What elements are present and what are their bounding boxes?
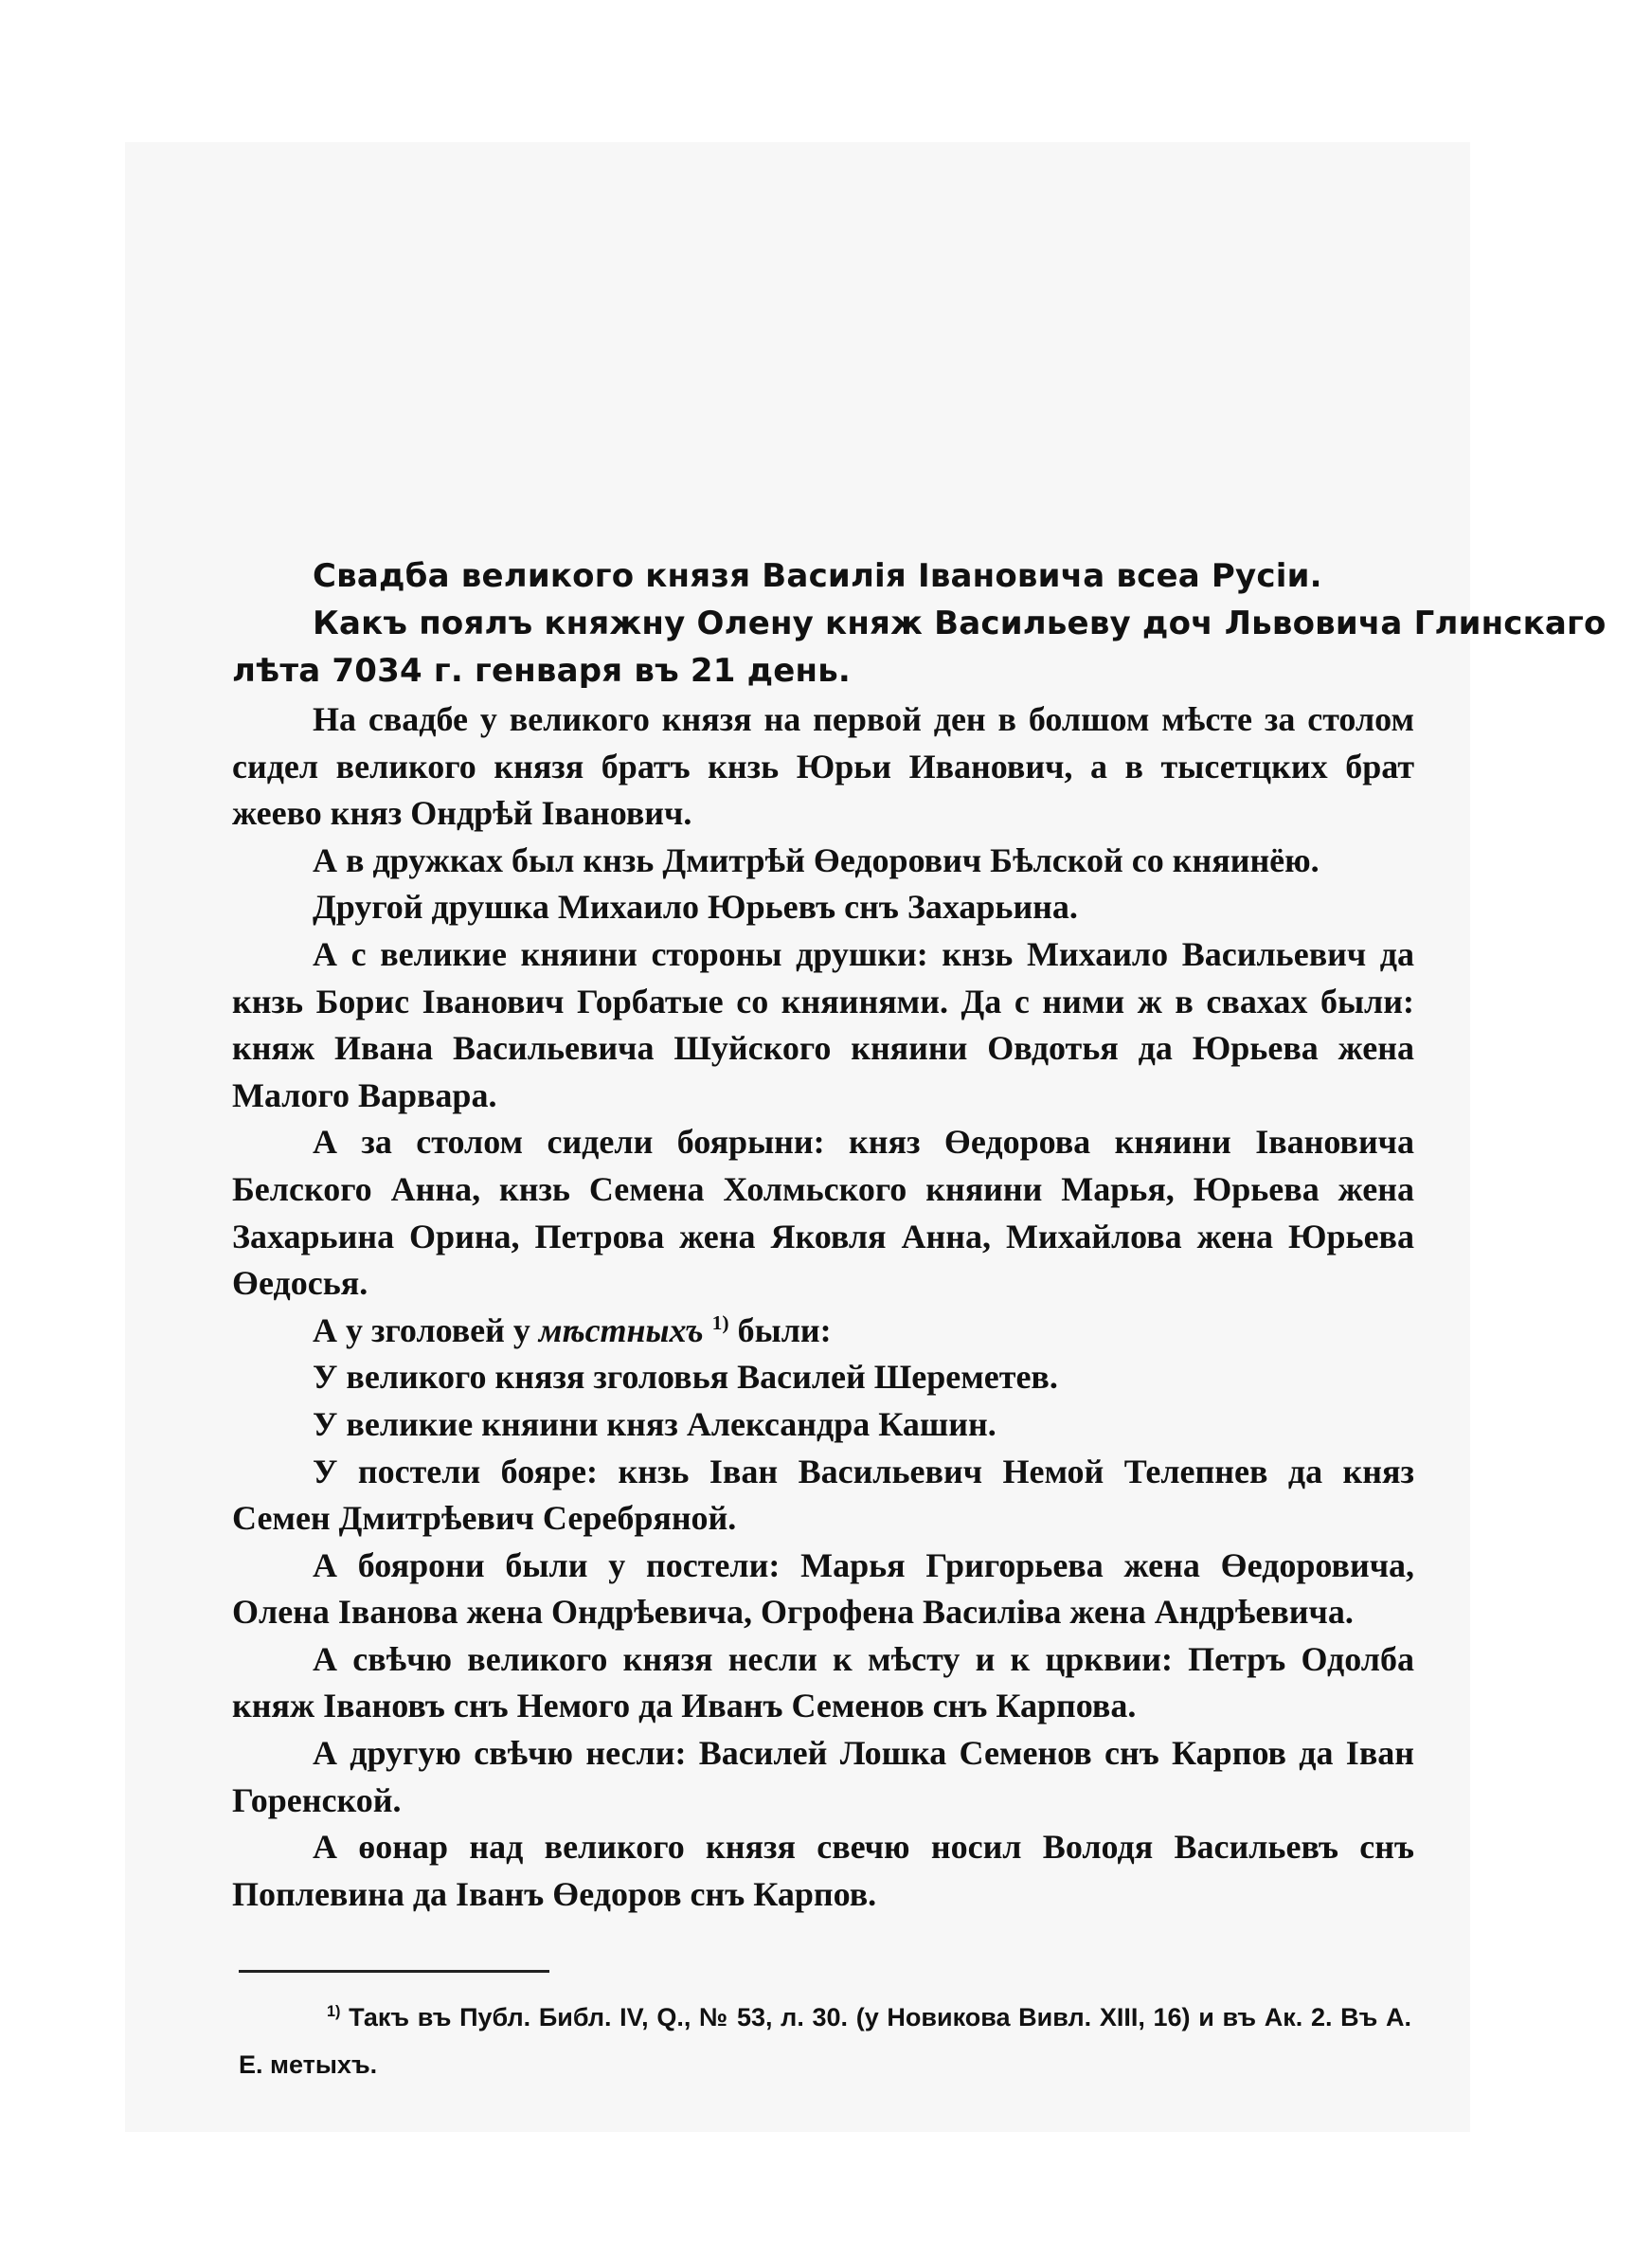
- footnote-text: Такъ въ Публ. Библ. IV, Q., № 53, л. 30. (у Новикова Вивл. XIII, 16) и въ Ак. 2. Въ А. Е. метыхъ.: [239, 2003, 1411, 2079]
- paragraph-7: У великого князя зголовья Василей Шереметев.: [313, 1358, 1058, 1397]
- paragraph-13: А өонар над великого князя свечю носил Володя Васильевъ снъ Поплевина да Іванъ Өедоров снъ Карпов.: [232, 1828, 1414, 1913]
- paragraph-8: У великие княини княз Александра Кашин.: [313, 1404, 997, 1443]
- paragraph-4: А с великие княини стороны друшки: кнзь Михаило Васильевич да кнзь Борис Іванович Горбатые со княинями. Да с ними ж в свахах были: княж Ивана Васильевича Шуйского княини Овдотья да Юрьева жена Малого Варвара.: [232, 934, 1414, 1114]
- paragraph-9: У постели бояре: кнзь Іван Васильевич Немой Телепнев да княз Семен Дмитрѣевич Серебряной.: [232, 1452, 1414, 1538]
- footnote: [239, 1994, 1411, 2088]
- footnote-reference[interactable]: 1): [711, 1310, 729, 1334]
- document-body: [232, 552, 1607, 1918]
- paragraph-10: А боярони были у постели: Марья Григорьева жена Өедоровича, Олена Іванова жена Ондрѣевича, Огрофена Василіва жена Андрѣевича.: [232, 1545, 1414, 1632]
- paragraph-5: А за столом сидели боярыни: княз Өедорова княини Івановича Белского Анна, кнзь Семена Холмьского княини Марья, Юрьева жена Захарьина Орина, Петрова жена Яковля Анна, Михайлова жена Юрьева Өедосья.: [232, 1123, 1414, 1303]
- paragraph-11: А свѣчю великого князя несли к мѣсту и к црквии: Петръ Одолба княж Івановъ снъ Немого да Иванъ Семенов снъ Карпова.: [232, 1639, 1414, 1725]
- footnote-divider: [239, 1970, 549, 1973]
- document-date-line: лѣта 7034 г. генваря въ 21 день.: [232, 652, 852, 690]
- paragraph-with-footnote: [232, 1308, 1414, 1355]
- footnote-mark: 1): [327, 2003, 341, 2020]
- document-title: Свадба великого князя Василія Івановича всеа Русіи.: [313, 557, 1322, 595]
- paragraph-2: А в дружках был кнзь Дмитрѣй Өедорович Бѣлской со княинёю.: [313, 840, 1320, 879]
- document-subtitle: Какъ поялъ княжну Олену княж Васильеву доч Львовича Глинскаго: [313, 605, 1607, 642]
- italic-term: мѣстныхъ: [538, 1310, 704, 1349]
- paragraph-12: А другую свѣчю несли: Василей Лошка Семенов снъ Карпов да Іван Горенской.: [232, 1734, 1414, 1819]
- paragraph-text-after: были:: [728, 1310, 832, 1349]
- paragraph-3: Другой друшка Михаило Юрьевъ снъ Захарьина.: [313, 888, 1078, 927]
- paragraph-1: На свадбе у великого князя на первой ден в болшом мѣсте за столом сидел великого князя братъ кнзь Юрьи Иванович, а в тысетцких брат жеево княз Ондрѣй Іванович.: [232, 700, 1414, 833]
- paragraph-text-before: А у зголовей у: [313, 1310, 539, 1349]
